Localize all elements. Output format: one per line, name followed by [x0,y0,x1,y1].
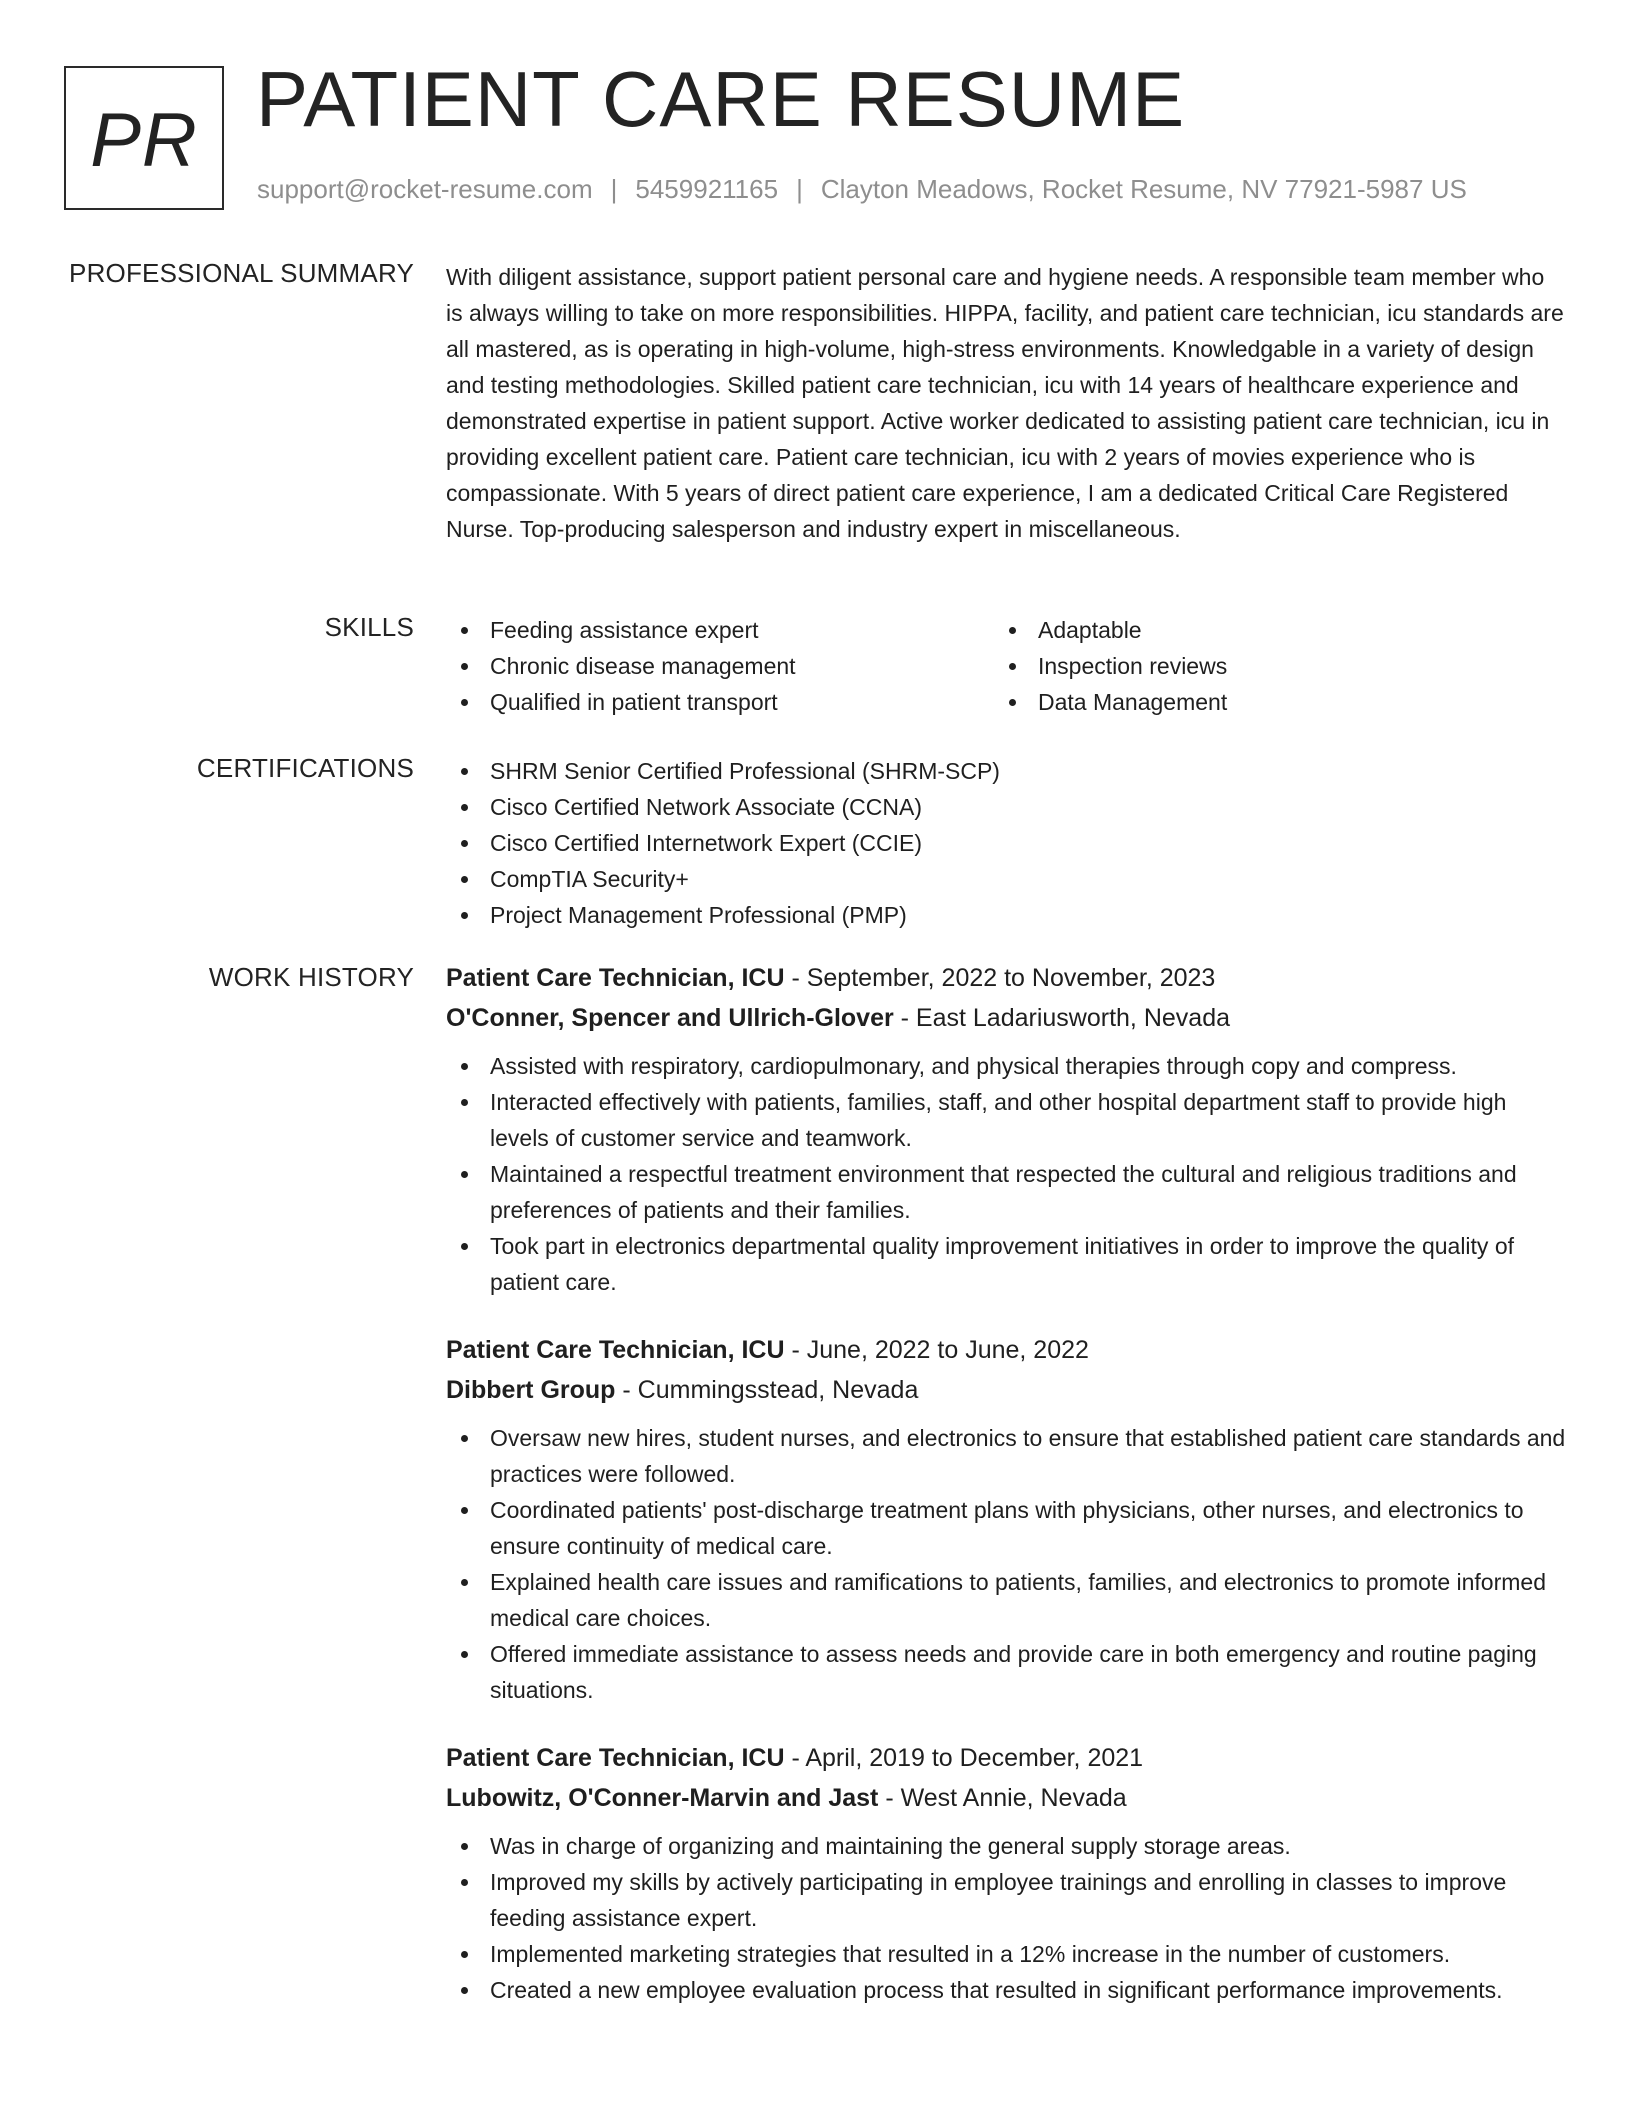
job-bullet: Offered immediate assistance to assess needs and provide care in both emergency and routine paging situations. [446,1636,1566,1708]
skills-list-right [994,612,1542,720]
skill-item: Qualified in patient transport [446,684,994,720]
certification-item: Cisco Certified Network Associate (CCNA) [446,789,1566,825]
summary-body [446,259,1566,547]
skill-item: Feeding assistance expert [446,612,994,648]
skill-item: Inspection reviews [994,648,1542,684]
section-label-certifications: CERTIFICATIONS [196,753,414,783]
skills-body [446,612,1566,720]
job-dates: - September, 2022 to November, 2023 [784,964,1216,992]
job-bullet: Oversaw new hires, student nurses, and electronics to ensure that established patient care standards and practices were followed. [446,1420,1566,1492]
job-company: O'Conner, Spencer and Ullrich-Glover [446,1004,894,1032]
resume-title: PATIENT CARE RESUME [256,55,1186,143]
job-bullet: Created a new employee evaluation process that resulted in significant performance improvements. [446,1972,1566,2008]
monogram-box [64,66,224,210]
job-dates: - April, 2019 to December, 2021 [784,1744,1144,1772]
job-bullets [446,1048,1566,1300]
job-company: Lubowitz, O'Conner-Marvin and Jast [446,1784,879,1812]
certifications-list [446,753,1566,933]
certification-item: Project Management Professional (PMP) [446,897,1566,933]
job-title-line [446,1738,1566,1778]
certification-item: CompTIA Security+ [446,861,1566,897]
contact-phone: 5459921165 [635,174,779,204]
job-title: Patient Care Technician, ICU [446,1744,785,1772]
contact-separator: | [796,174,803,204]
job-bullet: Maintained a respectful treatment environment that respected the cultural and religious traditions and preferences of patients and their families. [446,1156,1566,1228]
job-company-line [446,1370,1566,1410]
job-bullets [446,1420,1566,1708]
job-title-line [446,1330,1566,1370]
job-entry [446,958,1566,1300]
job-location: - Cummingsstead, Nevada [615,1376,919,1404]
skills-list-left [446,612,994,720]
job-entry [446,1330,1566,1708]
job-title-line [446,958,1566,998]
certification-item: SHRM Senior Certified Professional (SHRM-SCP) [446,753,1566,789]
contact-line [257,174,1467,205]
contact-email: support@rocket-resume.com [257,174,593,204]
monogram-initials: PR [90,97,198,183]
job-bullets [446,1828,1566,2008]
job-company-line [446,1778,1566,1818]
certifications-body [446,753,1566,933]
skill-item: Adaptable [994,612,1542,648]
job-company-line [446,998,1566,1038]
contact-separator: | [610,174,618,204]
section-label-summary: PROFESSIONAL SUMMARY [69,258,414,288]
job-company: Dibbert Group [446,1376,616,1404]
section-label-work-history: WORK HISTORY [208,962,414,992]
job-bullet: Implemented marketing strategies that resulted in a 12% increase in the number of customers. [446,1936,1566,1972]
job-bullet: Improved my skills by actively participating in employee trainings and enrolling in classes to improve feeding assistance expert. [446,1864,1566,1936]
section-label-skills: SKILLS [324,612,414,642]
job-title: Patient Care Technician, ICU [446,1336,785,1364]
job-bullet: Explained health care issues and ramifications to patients, families, and electronics to promote informed medical care choices. [446,1564,1566,1636]
job-entry [446,1738,1566,2008]
job-location: - East Ladariusworth, Nevada [893,1004,1230,1032]
certification-item: Cisco Certified Internetwork Expert (CCIE) [446,825,1566,861]
contact-address: Clayton Meadows, Rocket Resume, NV 77921-5987 US [820,174,1467,204]
job-location: - West Annie, Nevada [878,1784,1127,1812]
job-bullet: Took part in electronics departmental quality improvement initiatives in order to improve the quality of patient care. [446,1228,1566,1300]
job-bullet: Was in charge of organizing and maintaining the general supply storage areas. [446,1828,1566,1864]
job-bullet: Assisted with respiratory, cardiopulmonary, and physical therapies through copy and compress. [446,1048,1566,1084]
job-title: Patient Care Technician, ICU [446,964,785,992]
skills-grid [446,612,1566,720]
skill-item: Chronic disease management [446,648,994,684]
work-history-body [446,958,1566,2008]
summary-text: With diligent assistance, support patient personal care and hygiene needs. A responsible team member who is always willing to take on more responsibilities. HIPPA, facility, and patient care technician, icu standards are all mastered, as is operating in high-volume, high-stress environments. Knowledgable in a variety of design and testing methodologies. Skilled patient care technician, icu with 14 years of healthcare experience and demonstrated expertise in patient support. Active worker dedicated to assisting patient care technician, icu in providing excellent patient care. Patient care technician, icu with 2 years of movies experience who is compassionate. With 5 years of direct patient care experience, I am a dedicated Critical Care Registered Nurse. Top-producing salesperson and industry expert in miscellaneous. [446,264,1564,542]
job-bullet: Coordinated patients' post-discharge treatment plans with physicians, other nurses, and electronics to ensure continuity of medical care. [446,1492,1566,1564]
job-dates: - June, 2022 to June, 2022 [784,1336,1089,1364]
skill-item: Data Management [994,684,1542,720]
job-bullet: Interacted effectively with patients, families, staff, and other hospital department staff to provide high levels of customer service and teamwork. [446,1084,1566,1156]
